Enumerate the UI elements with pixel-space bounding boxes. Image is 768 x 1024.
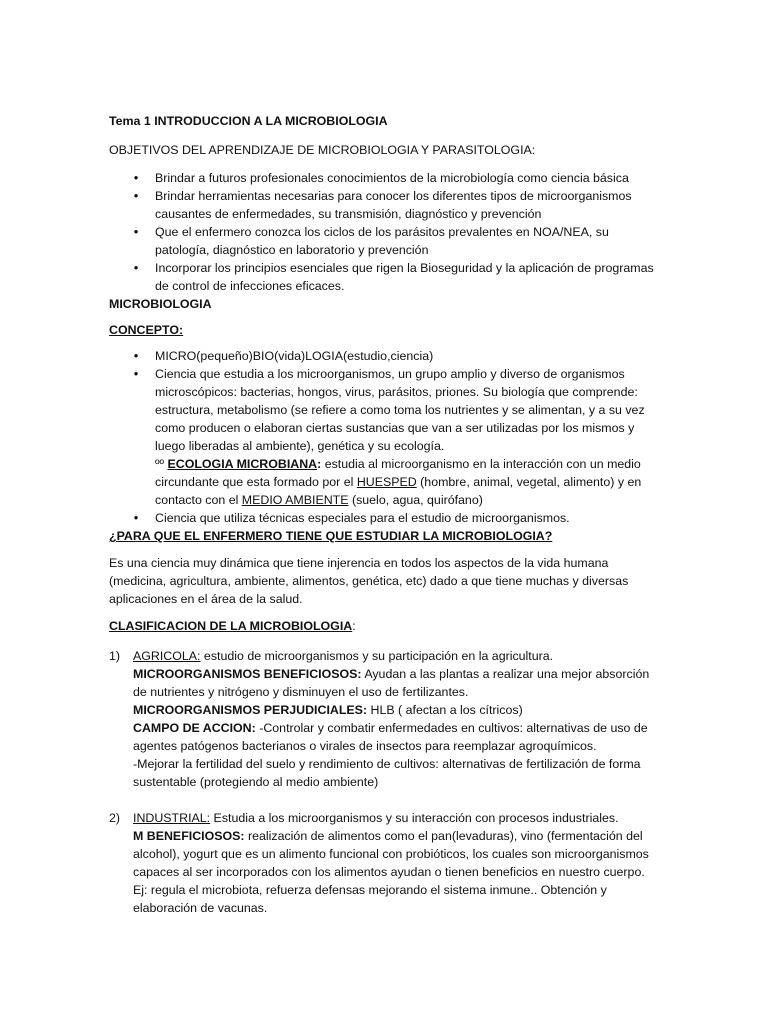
agricola-label: AGRICOLA: [133, 649, 201, 663]
bullet-icon: • [133, 348, 139, 363]
campo-text: -Controlar y combatir enfermedades en cultivos: alternativas de uso de agentes patógenos bacterianos o virales de insectos para reemplazar agroquímicos. [133, 721, 648, 753]
beneficiosos-text: Ayudan a las plantas a realizar una mejor absorción de nutrientes y nitrógeno y disminuyen el uso de fertilizantes. [133, 667, 650, 699]
objective-text: Incorporar los principios esenciales que rigen la Bioseguridad y la aplicación de programas de control de infecciones eficaces. [155, 261, 654, 293]
concepto-etymology: MICRO(pequeño)BIO(vida)LOGIA(estudio,ciencia) [155, 349, 434, 363]
bullet-icon: • [133, 224, 139, 239]
ecologia-note [155, 455, 661, 509]
list-item [109, 791, 661, 809]
bullet-icon: • [133, 366, 139, 381]
bullet-icon: • [133, 170, 139, 185]
objectives-list [109, 169, 661, 295]
item-number: 2) [109, 811, 121, 825]
bullet-icon: • [133, 260, 139, 275]
industrial-beneficiosos [133, 827, 661, 917]
perjudiciales-text: HLB ( afectan a los cítricos) [367, 703, 523, 717]
ecologia-colon: : [317, 457, 322, 471]
list-item [109, 259, 661, 295]
para-que-paragraph: Es una ciencia muy dinámica que tiene injerencia en todos los aspectos de la vida humana (medicina, agricultura, ambiente, alimentos, genética, etc) dado a que tiene muchas y diversas aplicaciones en el área de la salud. [109, 556, 629, 606]
objective-text: Brindar a futuros profesionales conocimientos de la microbiología como ciencia básica [155, 171, 629, 185]
huesped-term: HUESPED [356, 475, 417, 489]
industrial-label: INDUSTRIAL: [133, 811, 211, 825]
medio-ambiente-term: MEDIO AMBIENTE [241, 493, 349, 507]
agricola-intro [133, 647, 661, 665]
list-spacer [133, 791, 661, 809]
industrial-intro [133, 809, 661, 827]
concepto-techniques: Ciencia que utiliza técnicas especiales para el estudio de microorganismos. [155, 511, 570, 525]
agricola-beneficiosos [133, 665, 661, 701]
document-body [109, 112, 661, 917]
para-que-heading: ¿PARA QUE EL ENFERMERO TIENE QUE ESTUDIAR LA MICROBIOLOGIA? [109, 529, 553, 543]
ecologia-text: (suelo, agua, quirófano) [348, 493, 483, 507]
agricola-perjudiciales [133, 701, 661, 719]
document-title: Tema 1 INTRODUCCION A LA MICROBIOLOGIA [109, 114, 388, 128]
agricola-intro-text: estudio de microorganismos y su participación en la agricultura. [200, 649, 554, 663]
list-item [109, 347, 661, 365]
objectives-heading: OBJETIVOS DEL APRENDIZAJE DE MICROBIOLOGIA Y PARASITOLOGIA: [109, 143, 536, 157]
concepto-heading: CONCEPTO: [109, 323, 184, 337]
list-item [109, 509, 661, 527]
concepto-definition: Ciencia que estudia a los microorganismos, un grupo amplio y diverso de organismos microscópicos: bacterias, hongos, virus, parásitos, priones. Su biología que comprende: estructura, metabolismo (se refiere a como toma los nutrientes y se alimentan, y a su vez como producen o elaboran ciertas sustancias que van a ser utilizadas por los mismos y luego liberadas al ambiente), genética y su ecología. [155, 367, 645, 453]
beneficiosos-text: realización de alimentos como el pan(levaduras), vino (fermentación del alcohol), yogurt que es un alimento funcional con probióticos, los cuales son microorganismos capaces al ser incorporados con los alimentos ayudan o tienen beneficios en nuestro cuerpo. Ej: regula el microbiota, refuerza defensas mejorando el sistema inmune.. Obtención y elaboración de vacunas. [133, 829, 649, 915]
item-number: 1) [109, 649, 121, 663]
bullet-icon: • [133, 188, 139, 203]
list-item [109, 169, 661, 187]
ecologia-text: estudia al microorganismo en la interacción con un medio circundante que esta formado por el [155, 457, 641, 489]
objective-text: Que el enfermero conozca los ciclos de los parásitos prevalentes en NOA/NEA, su patología, diagnóstico en laboratorio y prevención [155, 225, 609, 257]
clasificacion-colon: : [352, 619, 356, 633]
campo-label: CAMPO DE ACCION: [133, 721, 256, 735]
beneficiosos-label: MICROORGANISMOS BENEFICIOSOS: [133, 667, 362, 681]
beneficiosos-label: M BENEFICIOSOS: [133, 829, 245, 843]
agricola-campo [133, 719, 661, 755]
concepto-list [109, 347, 661, 527]
clasificacion-heading [109, 617, 661, 635]
ecologia-text: (hombre, animal, vegetal, alimento) y en contacto con el [155, 475, 642, 507]
bullet-icon: • [133, 510, 139, 525]
list-item [109, 223, 661, 259]
list-item [109, 365, 661, 509]
ecologia-prefix: ºº [155, 457, 168, 471]
ecologia-label: ECOLOGIA MICROBIANA [167, 457, 318, 471]
perjudiciales-label: MICROORGANISMOS PERJUDICIALES: [133, 703, 368, 717]
industrial-intro-text: Estudia a los microorganismos y su interacción con procesos industriales. [210, 811, 619, 825]
list-item [109, 647, 661, 791]
clasificacion-list [109, 647, 661, 917]
objective-text: Brindar herramientas necesarias para conocer los diferentes tipos de microorganismos causantes de enfermedades, su transmisión, diagnóstico y prevención [155, 189, 632, 221]
list-item [109, 187, 661, 223]
agricola-campo-2: -Mejorar la fertilidad del suelo y rendimiento de cultivos: alternativas de fertilización de forma sustentable (protegiendo al medio ambiente) [133, 757, 641, 789]
microbiologia-heading: MICROBIOLOGIA [109, 297, 212, 311]
list-item [109, 809, 661, 917]
clasificacion-title: CLASIFICACION DE LA MICROBIOLOGIA [109, 619, 353, 633]
